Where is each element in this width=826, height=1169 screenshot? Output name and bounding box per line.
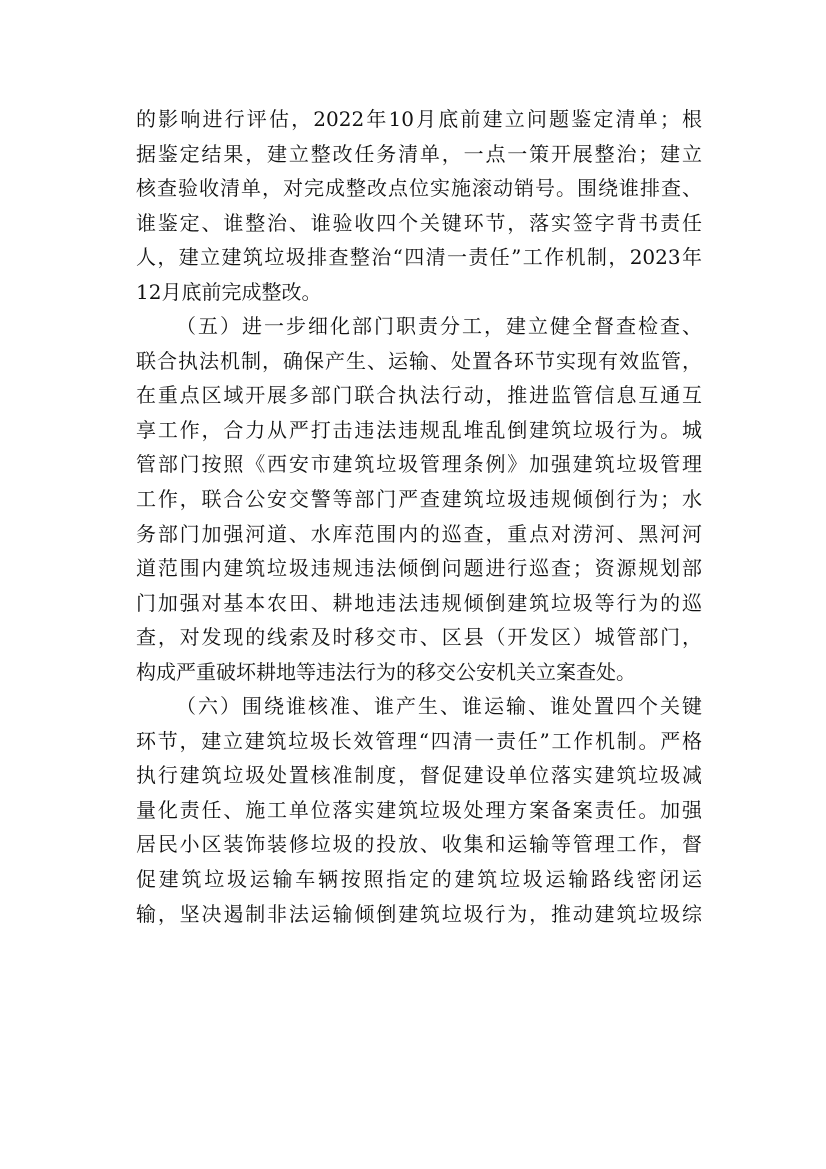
text-line: 量化责任、施工单位落实建筑垃圾处理方案备案责任。加强: [136, 797, 702, 822]
text-line: 管部门按照《西安市建筑垃圾管理条例》加强建筑垃圾管理: [136, 452, 702, 477]
text-line: 构成严重破坏耕地等违法行为的移交公安机关立案查处。: [136, 659, 636, 684]
text-line: 促建筑垃圾运输车辆按照指定的建筑垃圾运输路线密闭运: [136, 867, 702, 892]
text-line: 工作，联合公安交警等部门严查建筑垃圾违规倾倒行为；水: [136, 487, 702, 512]
text-line: 道范围内建筑垃圾违规违法倾倒问题进行巡查；资源规划部: [136, 556, 702, 581]
text-line: 在重点区域开展多部门联合执法行动，推进监管信息互通互: [136, 383, 702, 408]
text-line: 环节，建立建筑垃圾长效管理“四清一责任”工作机制。严格: [136, 728, 702, 753]
text-line: 12月底前完成整改。: [136, 279, 322, 304]
paragraph-six-start: （六）围绕谁核准、谁产生、谁运输、谁处置四个关键: [176, 694, 702, 719]
text-line: 谁鉴定、谁整治、谁验收四个关键环节，落实签字背书责任: [136, 210, 702, 235]
text-line: 居民小区装饰装修垃圾的投放、收集和运输等管理工作，督: [136, 832, 702, 857]
text-line: 的影响进行评估，2022年10月底前建立问题鉴定清单；根: [136, 107, 702, 131]
text-line: 核查验收清单，对完成整改点位实施滚动销号。围绕谁排查、: [136, 176, 702, 201]
document-body: [136, 102, 702, 931]
text-line: 查，对发现的线索及时移交市、区县（开发区）城管部门，: [136, 625, 702, 650]
text-line: 联合执法机制，确保产生、运输、处置各环节实现有效监管，: [136, 348, 702, 373]
text-line: 人，建立建筑垃圾排查整治“四清一责任”工作机制，2023年: [136, 245, 702, 270]
text-line: 门加强对基本农田、耕地违法违规倾倒建筑垃圾等行为的巡: [136, 590, 702, 615]
paragraph-five-start: （五）进一步细化部门职责分工，建立健全督查检查、: [176, 314, 702, 339]
text-line: 务部门加强河道、水库范围内的巡查，重点对涝河、黑河河: [136, 521, 702, 546]
text-line: 执行建筑垃圾处置核准制度，督促建设单位落实建筑垃圾减: [136, 763, 702, 788]
text-line: 输，坚决遏制非法运输倾倒建筑垃圾行为，推动建筑垃圾综: [136, 901, 702, 926]
text-line: 据鉴定结果，建立整改任务清单，一点一策开展整治；建立: [136, 141, 702, 166]
text-line: 享工作，合力从严打击违法违规乱堆乱倒建筑垃圾行为。城: [136, 417, 702, 442]
